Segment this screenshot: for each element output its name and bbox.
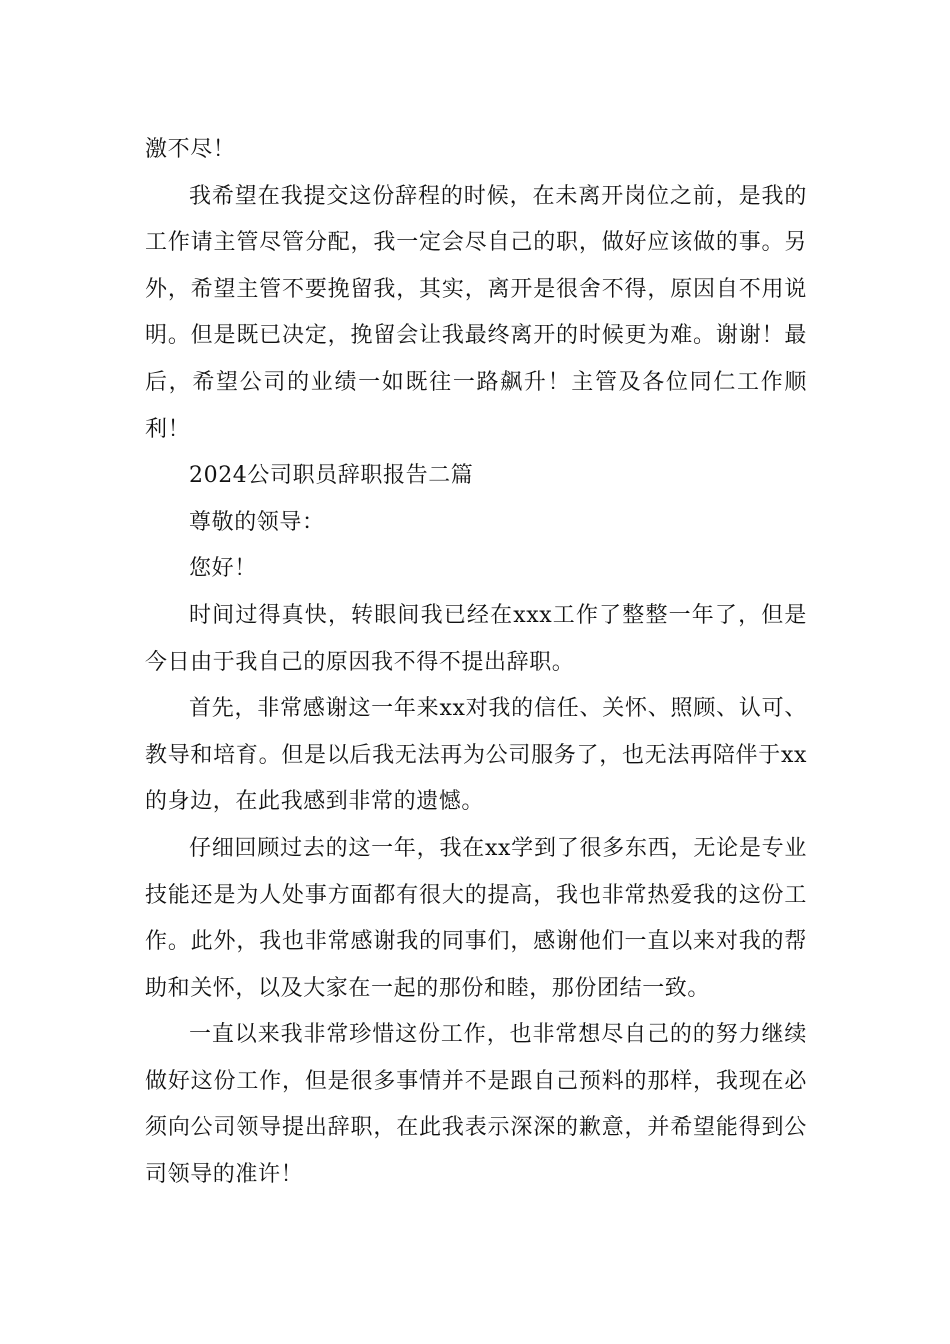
salutation: 尊敬的领导：: [189, 509, 325, 535]
greeting: 您好！: [189, 556, 257, 582]
paragraph-thanks: 首先，非常感谢这一年来xx对我的信任、关怀、照顾、认可、教导和培育。但是以后我无法再为公司服务了，也无法再陪伴于xx的身边，在此我感到非常的遗憾。: [145, 696, 807, 815]
paragraph-intro: 时间过得真快，转眼间我已经在xxx工作了整整一年了，但是今日由于我自己的原因我不得不提出辞职。: [145, 602, 807, 675]
paragraph-resignation-wish: 我希望在我提交这份辞程的时候，在未离开岗位之前，是我的工作请主管尽管分配，我一定会尽自己的职，做好应该做的事。另外，希望主管不要挽留我，其实，离开是很舍不得，原因自不用说明。但是既已决定，挽留会让我最终离开的时候更为难。谢谢！最后，希望公司的业绩一如既往一路飙升！主管及各位同仁工作顺利！: [145, 183, 807, 442]
document-body: [145, 127, 807, 1199]
paragraph-closing-fragment: 激不尽！: [145, 137, 236, 162]
section-heading: 2024公司职员辞职报告二篇: [189, 463, 474, 489]
paragraph-review: 仔细回顾过去的这一年，我在xx学到了很多东西，无论是专业技能还是为人处事方面都有很大的提高，我也非常热爱我的这份工作。此外，我也非常感谢我的同事们，感谢他们一直以来对我的帮助和关怀，以及大家在一起的那份和睦，那份团结一致。: [145, 835, 807, 1001]
paragraph-apology: 一直以来我非常珍惜这份工作，也非常想尽自己的的努力继续做好这份工作，但是很多事情并不是跟自己预料的那样，我现在必须向公司领导提出辞职，在此我表示深深的歉意，并希望能得到公司领导的准许！: [145, 1022, 807, 1188]
